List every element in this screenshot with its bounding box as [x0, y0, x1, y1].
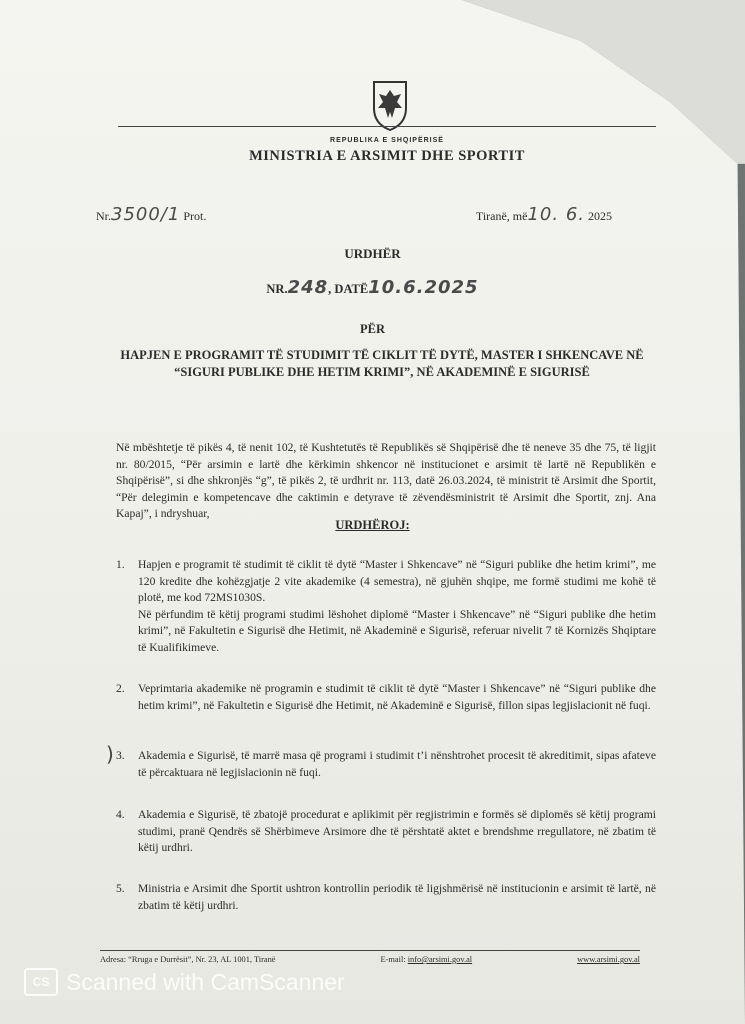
per-heading: PËR [360, 322, 385, 336]
protocol-nr-value: 3500/1 [111, 204, 181, 225]
item-number: 1. [116, 558, 125, 571]
item-text: Hapjen e programit të studimit të ciklit të dytë “Master i Shkencave” në “Siguri publike dhe hetim krimi”, me 120 kredite dhe kohëzgjatje 2 vite akademike (4 semestra), në gjuhën shqipe, me formë studimi me kohë të plotë, me kod 72MS1030S. [138, 558, 656, 605]
order-nr-value: 248 [287, 277, 329, 298]
place-label: Tiranë, më [475, 209, 528, 223]
camscanner-watermark [24, 968, 345, 996]
republic-label: REPUBLIKA E SHQIPËRISË [330, 137, 444, 144]
footer-rule [100, 950, 640, 951]
item-text: Ministria e Arsimit dhe Sportit ushtron kontrollin periodik të ligjshmërisë në institucionin e arsimit të lartë, në zbatim të këtij urdhri. [138, 882, 656, 912]
order-nr-label: NR. [266, 282, 288, 296]
item-text-continued: Në përfundim të këtij programi studimi lëshohet diplomë “Master i Shkencave” në “Siguri publike dhe hetim krimi”, në Fakultetin e Sigurisë dhe Hetimit, në Akademinë e Sigurisë, referuar nivelit 7 të Kornizës Shqiptare të Kualifikimeve. [138, 607, 656, 654]
footer-web-link[interactable]: www.arsimi.gov.al [577, 955, 640, 964]
protocol-number [96, 204, 206, 225]
coat-of-arms-icon [368, 78, 412, 132]
handwritten-date: 10. 6. [527, 204, 585, 225]
watermark-text: Scanned with CamScanner [66, 968, 345, 995]
protocol-prot-label: Prot. [183, 209, 207, 223]
header-rule [118, 126, 656, 127]
order-item-4 [116, 807, 656, 857]
order-item-2 [116, 681, 656, 714]
place-date [476, 204, 612, 225]
item-text: Akademia e Sigurisë, të marrë masa që programi i studimit t’i nënshtrohet procesit të akreditimit, sipas afateve të përcaktuara në legjislacionin në fuqi. [138, 749, 656, 779]
preamble-paragraph: Në mbështetje të pikës 4, të nenit 102, të Kushtetutës të Republikës së Shqipërisë dhe të neneve 35 dhe 75, të ligjit nr. 80/2015, “Për arsimin e lartë dhe kërkimin shkencor në institucionet e arsimit të lartë në Republikën e Shqipërisë”, si dhe shkronjës “g”, të pikës 2, të urdhrit nr. 113, datë 26.03.2024, të ministrit të Arsimit dhe Sportit, “Për delegimin e kompetencave dhe caktimin e detyrave të zëvendësministrit të Arsimit dhe Sportit, znj. Ana Kapaj”, i ndryshuar, [116, 441, 656, 521]
item-number: 2. [116, 682, 125, 695]
item-text: Veprimtaria akademike në programin e studimit të ciklit të dytë “Master i Shkencave” në “Siguri publike dhe hetim krimi”, në Fakultetin e Sigurisë dhe Hetimit, në Akademinë e Sigurisë, fillon sipas legjislacionit në fuqi. [138, 682, 656, 712]
footer-address: Adresa: “Rruga e Durrësit”, Nr. 23, AL 1001, Tiranë [100, 955, 276, 964]
camscanner-logo-icon: CS [24, 968, 58, 996]
item-text: Akademia e Sigurisë, të zbatojë procedurat e aplikimit për regjistrimin e formës së diplomës së këtij programi studimi, pranë Qendrës së Shërbimeve Arsimore dhe të përshtatë aktet e brendshme rregullatore, në zbatim të këtij urdhri. [138, 808, 656, 855]
urdheroj-heading: URDHËROJ: [335, 518, 410, 532]
protocol-nr-label: Nr. [96, 209, 111, 223]
footer-email-link[interactable]: info@arsimi.gov.al [407, 955, 473, 964]
order-item-1 [116, 557, 656, 657]
order-item-3 [116, 748, 656, 781]
order-date-label: , DATË [328, 282, 369, 296]
ministry-name: MINISTRIA E ARSIMIT DHE SPORTIT [249, 148, 525, 164]
item-number: 5. [116, 882, 125, 895]
order-title: URDHËR [344, 246, 401, 261]
order-date-value: 10.6.2025 [368, 277, 479, 298]
order-number-line [0, 277, 745, 298]
footer [100, 955, 640, 964]
order-item-5 [116, 881, 656, 914]
footer-email-label: E-mail: [380, 955, 406, 964]
item-number: 4. [116, 808, 125, 821]
item-number: 3. [116, 749, 125, 762]
date-year: 2025 [588, 209, 612, 223]
subject-heading: HAPJEN E PROGRAMIT TË STUDIMIT TË CIKLIT TË DYTË, MASTER I SHKENCAVE NË “SIGURI PUBLIKE DHE HETIM KRIMI”, NË AKADEMINË E SIGURISË [120, 348, 644, 379]
handwritten-check-icon: ) [106, 742, 114, 766]
footer-email [381, 955, 473, 964]
